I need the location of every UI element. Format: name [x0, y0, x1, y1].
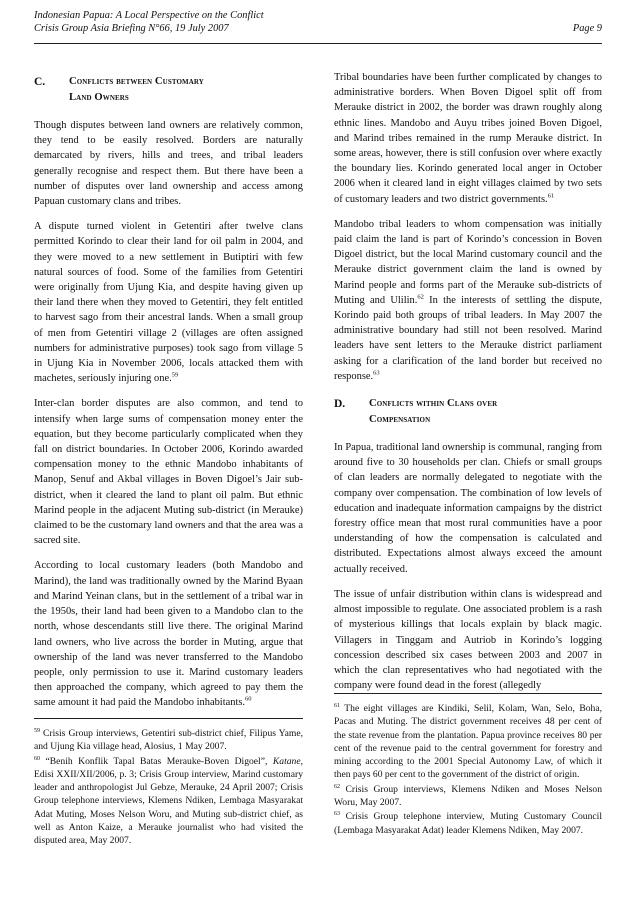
footnote-number: 61 [334, 702, 340, 709]
footnote-ref[interactable]: 63 [373, 369, 380, 377]
page-header [34, 9, 602, 49]
section-title-line1: Conflicts between Customary [69, 76, 204, 87]
footnote [334, 702, 602, 782]
section-title [69, 74, 204, 106]
footnote-text: Crisis Group telephone interview, Muting Customary Council (Lembaga Masyarakat Adat) leader Klemens Ndiken, May 2007. [334, 811, 602, 836]
footnote-rule [34, 718, 303, 719]
section-letter: C. [34, 76, 46, 88]
paragraph-text: In Papua, traditional land ownership is communal, ranging from around five to 30 households per clan. Chiefs or small groups of clan leaders are normally delegated to negotiate with the company over compensation. The combination of low levels of education and inadequate information campaigns by the district forestry office mean that most rural communities have a poor understanding of how the compensation is calculated and distributed. Expectations almost always exceed the amount actually received. [334, 442, 602, 575]
footnote-rule [334, 693, 602, 694]
paragraph-text: Mandobo tribal leaders to whom compensation was initially paid claim the land is part of Korindo’s concession in Boven Digoel district, but the local Marind customary council and the Merauke district government claim the land is owned by Marind people and forms part of the Merauke sub-districts of Muting and Ulilin. [334, 218, 602, 306]
footnote-ref[interactable]: 61 [547, 192, 555, 200]
paragraph-text: Though disputes between land owners are relatively common, they tend to be easily resolved. Borders are naturally demarcated by rivers, hills and trees, and tribal leaders generally recognise and respect them. But there have been a number of disputes over land ownership and access among Papuan customary clans and tribes. [34, 120, 303, 208]
left-column [34, 70, 303, 721]
footnote-text: The eight villages are Kindiki, Selil, Kolam, Wan, Selo, Boha, Pacas and Muting. The district government receives 48 per cent of the state revenue from the plantation. Papua province receives 80 per cent of the revenue paid to the central government for forestry and mining according to the 2001 Special Autonomy Law, of which it then pays 60 per cent to the government of the district of origin. [334, 703, 602, 781]
paragraph-text: Inter-clan border disputes are also common, and tend to intensify when large sums of compensation money enter the equation, but they become particularly complicated when they fall on district boundaries. In October 2006, Korindo awarded compensation money to the ethnic Mandobo inhabitants of Manop, Senuf and Akbal villages in Boven Digoel’s Jair sub-district, when it cleared the land to plant oil palm. But ethnic Marind people in the adjacent Muting sub-district (in Merauke) claimed to be the customary land owners and that the area was a sacred site. [34, 398, 303, 547]
paragraph-text: According to local customary leaders (both Mandobo and Marind), the land was traditionally owned by the Marind Byaan and Marind Yeinan clans, but in the settlement of a tribal war in the 1950s, their land had been given to a Mandobo clan to the north, whose descendants still live there. The original Marind land owners, who live across the border in Muting, argue that ownership of the land was never transferred to the Mandobo people, only permission to use it. Marind customary leaders then approached the company, which agreed to pay them the same amount it had paid the Mandobo inhabitants. [34, 560, 303, 709]
paragraph-text: A dispute turned violent in Getentiri after twelve clans permitted Korindo to clear their land for oil palm in 2004, and they were moved to a new settlement in Butiptiri with few natural sources of food. Some of the families from Getentiri were originally from Ujung Kia, and despite having given up their land there when they moved to Getentiri, they felt entitled to harvest sago from their ancestral lands. When a small group of men from Getentiri village 2 (villages are often assigned numbers for administrative purposes) took sago from village 5 in Ujung Kia in November 2006, locals attacked them with machetes, seriously injuring one. [34, 221, 303, 385]
section-letter: D. [334, 398, 346, 411]
footnote-ref[interactable]: 59 [171, 371, 179, 379]
footnotes-right [334, 693, 602, 838]
paragraph [34, 558, 303, 710]
right-column [334, 70, 602, 703]
section-d-heading [334, 396, 602, 428]
section-title-line2: Land Owners [69, 92, 129, 103]
paragraph [34, 219, 303, 386]
paragraph [334, 440, 602, 577]
footnote-ref[interactable]: 60 [245, 695, 252, 703]
page-number: Page 9 [572, 23, 602, 34]
footnote [334, 810, 602, 837]
section-c-heading [34, 74, 303, 106]
section-title-line1: Conflicts within Clans over [369, 398, 498, 410]
footnote-text: “Benih Konflik Tapal Batas Merauke-Boven Digoel”, [40, 755, 273, 767]
footnote [34, 727, 303, 754]
footnote-number: 60 [34, 755, 40, 762]
footnote [334, 783, 602, 810]
footnote-publication: Katane [272, 755, 301, 767]
header-title: Indonesian Papua: A Local Perspective on the Conflict [34, 10, 264, 21]
section-title-line2: Compensation [369, 414, 431, 426]
footnote-text: Crisis Group interviews, Klemens Ndiken and Moses Nelson Woru, May 2007. [334, 783, 602, 809]
footnote-text: , Edisi XXII/XII/2006, p. 3; Crisis Group interview, Marind customary leader and anthropologist Jul Gebze, Merauke, 24 April 2007; Crisis Group telephone interviews, Klemens Ndiken, Lembaga Masyarakat Adat Muting, Moses Nelson Woru, and Muting sub-district chief, as well as Anton Kaize, a Merauke journalist who had visited the disputed area, May 2007. [34, 755, 303, 847]
header-subtitle: Crisis Group Asia Briefing N°66, 19 July 2007 [34, 23, 229, 34]
paragraph [334, 587, 602, 693]
footnote-number: 59 [34, 727, 40, 734]
paragraph [334, 217, 602, 384]
footnote [34, 755, 303, 848]
footnote-number: 63 [334, 811, 340, 818]
paragraph-text: Tribal boundaries have been further complicated by changes to administrative borders. When Boven Digoel split off from Merauke district in 2002, the border was drawn roughly along ethnic lines. Mandobo and Auyu tribes joined Boven Digoel, and Marind tribes remained in the rump Merauke district. In some areas, however, there is still confusion over where exactly the boundary lies. Korindo generated local anger in October 2006 when it cleared land in eight villages claimed by two sets of customary leaders and two district governments. [334, 72, 602, 205]
section-title [369, 396, 497, 428]
paragraph-text: The issue of unfair distribution within clans is widespread and almost impossible to regulate. One associated problem is a rash of mysterious killings that locals explain by black magic. Villagers in Tinggam and Autriob in Korindo’s logging concession described six cases between 2003 and 2007 in which the clan representatives who had negotiated with the company were found dead in the forest (allegedly [334, 588, 602, 692]
footnote-text: Crisis Group interviews, Getentiri sub-district chief, Filipus Yame, and Ujung Kia village head, Alosius, 1 May 2007. [34, 728, 303, 753]
footnotes-left [34, 718, 303, 849]
footnote-ref[interactable]: 62 [417, 293, 424, 301]
header-rule [34, 43, 602, 44]
paragraph [34, 396, 303, 548]
paragraph-text: In the interests of settling the dispute, Korindo paid both groups of tribal leaders. In May 2007 the administrative boundary had still not been resolved. Marind leaders have sent letters to the Merauke district parliament asking for a clarification of the land border but received no response. [334, 294, 602, 382]
paragraph [34, 118, 303, 209]
footnote-number: 62 [334, 783, 340, 790]
paragraph [334, 70, 602, 207]
